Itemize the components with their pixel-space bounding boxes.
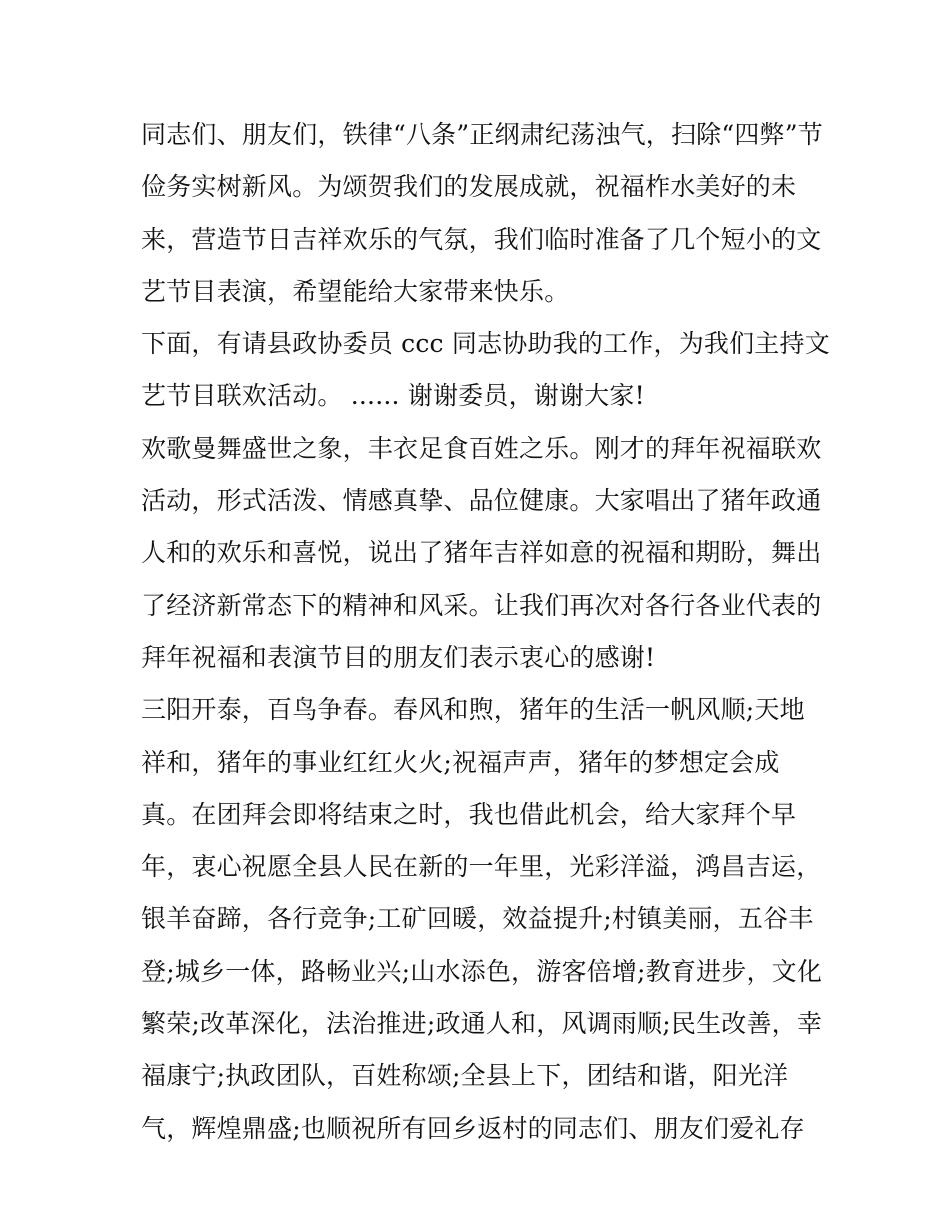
text-line: 艺节目表演，希望能给大家带来快乐。 [141,276,570,306]
text-line: 俭务实树新风。为颂贺我们的发展成就，祝福柞水美好的未 [141,172,797,202]
text-line: 真。在团拜会即将结束之时，我也借此机会，给大家拜个早 [141,799,797,829]
text-line: 气，辉煌鼎盛;也顺祝所有回乡返村的同志们、朋友们爱礼存 [141,1113,805,1143]
text-line: 登;城乡一体，路畅业兴;山水添色，游客倍增;教育进步，文化 [141,956,823,986]
text-line: 艺节目联欢活动。 ...... 谢谢委员，谢谢大家! [141,381,645,411]
text-line: 下面，有请县政协委员 ccc 同志协助我的工作，为我们主持文 [141,329,830,359]
text-line: 三阳开泰，百鸟争春。春风和煦，猪年的生活一帆风顺;天地 [141,695,805,725]
text-line: 拜年祝福和表演节目的朋友们表示衷心的感谢! [141,642,656,672]
text-line: 欢歌曼舞盛世之象，丰衣足食百姓之乐。刚才的拜年祝福联欢 [141,433,822,463]
text-line: 人和的欢乐和喜悦，说出了猪年吉祥如意的祝福和期盼，舞出 [141,538,822,568]
text-line: 繁荣;改革深化，法治推进;政通人和，风调雨顺;民生改善，幸 [141,1009,823,1039]
text-line: 福康宁;执政团队，百姓称颂;全县上下，团结和谐，阳光洋 [141,1061,789,1091]
text-line: 银羊奋蹄，各行竞争;工矿回暖，效益提升;村镇美丽，五谷丰 [141,904,814,934]
text-line: 活动，形式活泼、情感真挚、品位健康。大家唱出了猪年政通 [141,486,822,516]
text-line: 同志们、朋友们，铁律“八条”正纲肃纪荡浊气，扫除“四弊”节 [141,120,823,149]
text-line: 了经济新常态下的精神和风采。让我们再次对各行各业代表的 [141,590,822,620]
document-body [141,109,830,1155]
text-line: 祥和，猪年的事业红红火火;祝福声声，猪年的梦想定会成 [141,747,780,777]
text-line: 来，营造节日吉祥欢乐的气氛，我们临时准备了几个短小的文 [141,224,822,254]
text-line: 年，衷心祝愿全县人民在新的一年里，光彩洋溢，鸿昌吉运， [141,852,822,882]
